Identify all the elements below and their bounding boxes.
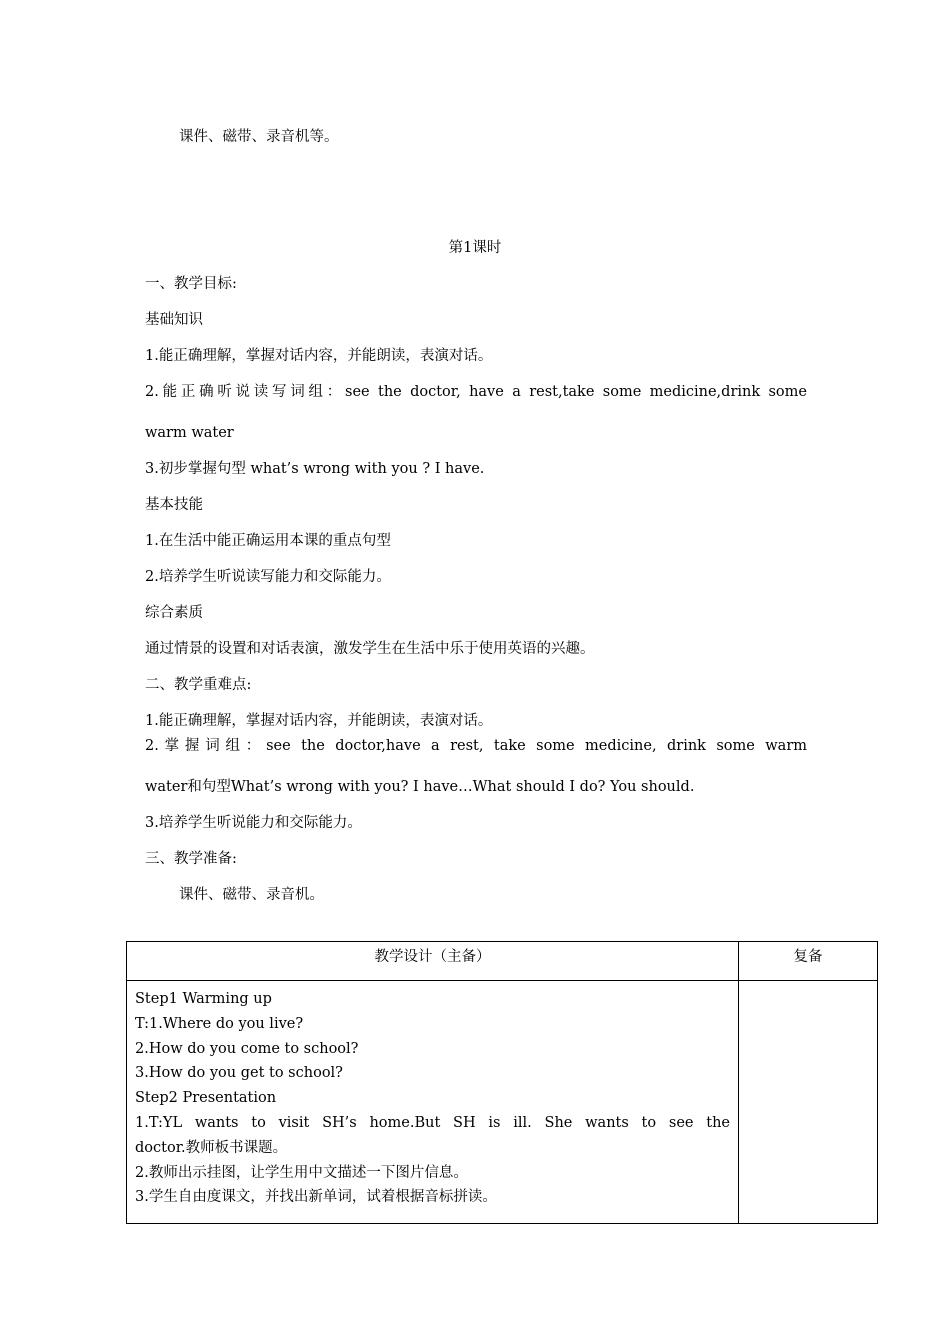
section3-heading: 三、教学准备: (145, 851, 237, 867)
section2-heading: 二、教学重难点: (145, 677, 252, 693)
design-line: 2.教师出示挂图，让学生用中文描述一下图片信息。 (135, 1164, 468, 1181)
difficulty-item-2-line1: 2.掌握词组：see the doctor,have a rest, take some medicine, drink some warm (145, 738, 807, 754)
review-content-cell (739, 981, 878, 1224)
difficulty-item-3: 3.培养学生听说能力和交际能力。 (145, 815, 362, 831)
design-content-cell (127, 981, 739, 1224)
top-note: 课件、磁带、录音机等。 (179, 129, 339, 145)
skills-item-2: 2.培养学生听说读写能力和交际能力。 (145, 569, 391, 585)
difficulty-item-2-line2: water和句型What’s wrong with you? I have…What should I do? You should. (145, 779, 695, 795)
table-body-row (127, 981, 878, 1224)
preparation-text: 课件、磁带、录音机。 (179, 887, 324, 903)
table-header-row (127, 942, 878, 981)
knowledge-item-2-line1: 2.能正确听说读写词组：see the doctor, have a rest,take some medicine,drink some (145, 384, 807, 400)
knowledge-item-1: 1.能正确理解，掌握对话内容，并能朗读，表演对话。 (145, 348, 493, 364)
design-line: 3.How do you get to school? (135, 1065, 343, 1082)
lesson-title: 第1课时 (448, 240, 502, 256)
design-line: 3.学生自由度课文，并找出新单词，试着根据音标拼读。 (135, 1189, 497, 1206)
knowledge-item-2-line2: warm water (145, 425, 234, 441)
design-line: 1.T:YL wants to visit SH’s home.But SH is ill. She wants to see the (135, 1114, 730, 1131)
basic-skills-heading: 基本技能 (145, 497, 203, 513)
teaching-design-table (126, 941, 878, 1224)
quality-heading: 综合素质 (145, 605, 203, 621)
difficulty-item-1: 1.能正确理解，掌握对话内容，并能朗读，表演对话。 (145, 713, 493, 729)
section1-heading: 一、教学目标: (145, 276, 237, 292)
design-line: T:1.Where do you live? (135, 1015, 304, 1032)
design-line: Step1 Warming up (135, 991, 272, 1007)
header-side-cell: 复备 (739, 942, 878, 981)
knowledge-item-3: 3.初步掌握句型 what’s wrong with you ? I have. (145, 461, 485, 477)
quality-text: 通过情景的设置和对话表演，激发学生在生活中乐于使用英语的兴趣。 (145, 641, 595, 657)
skills-item-1: 1.在生活中能正确运用本课的重点句型 (145, 533, 391, 549)
basic-knowledge-heading: 基础知识 (145, 312, 203, 328)
design-line: doctor.教师板书课题。 (135, 1139, 288, 1156)
design-line: 2.How do you come to school? (135, 1040, 359, 1057)
header-main-cell: 教学设计（主备） (127, 942, 739, 981)
design-line: Step2 Presentation (135, 1090, 277, 1107)
